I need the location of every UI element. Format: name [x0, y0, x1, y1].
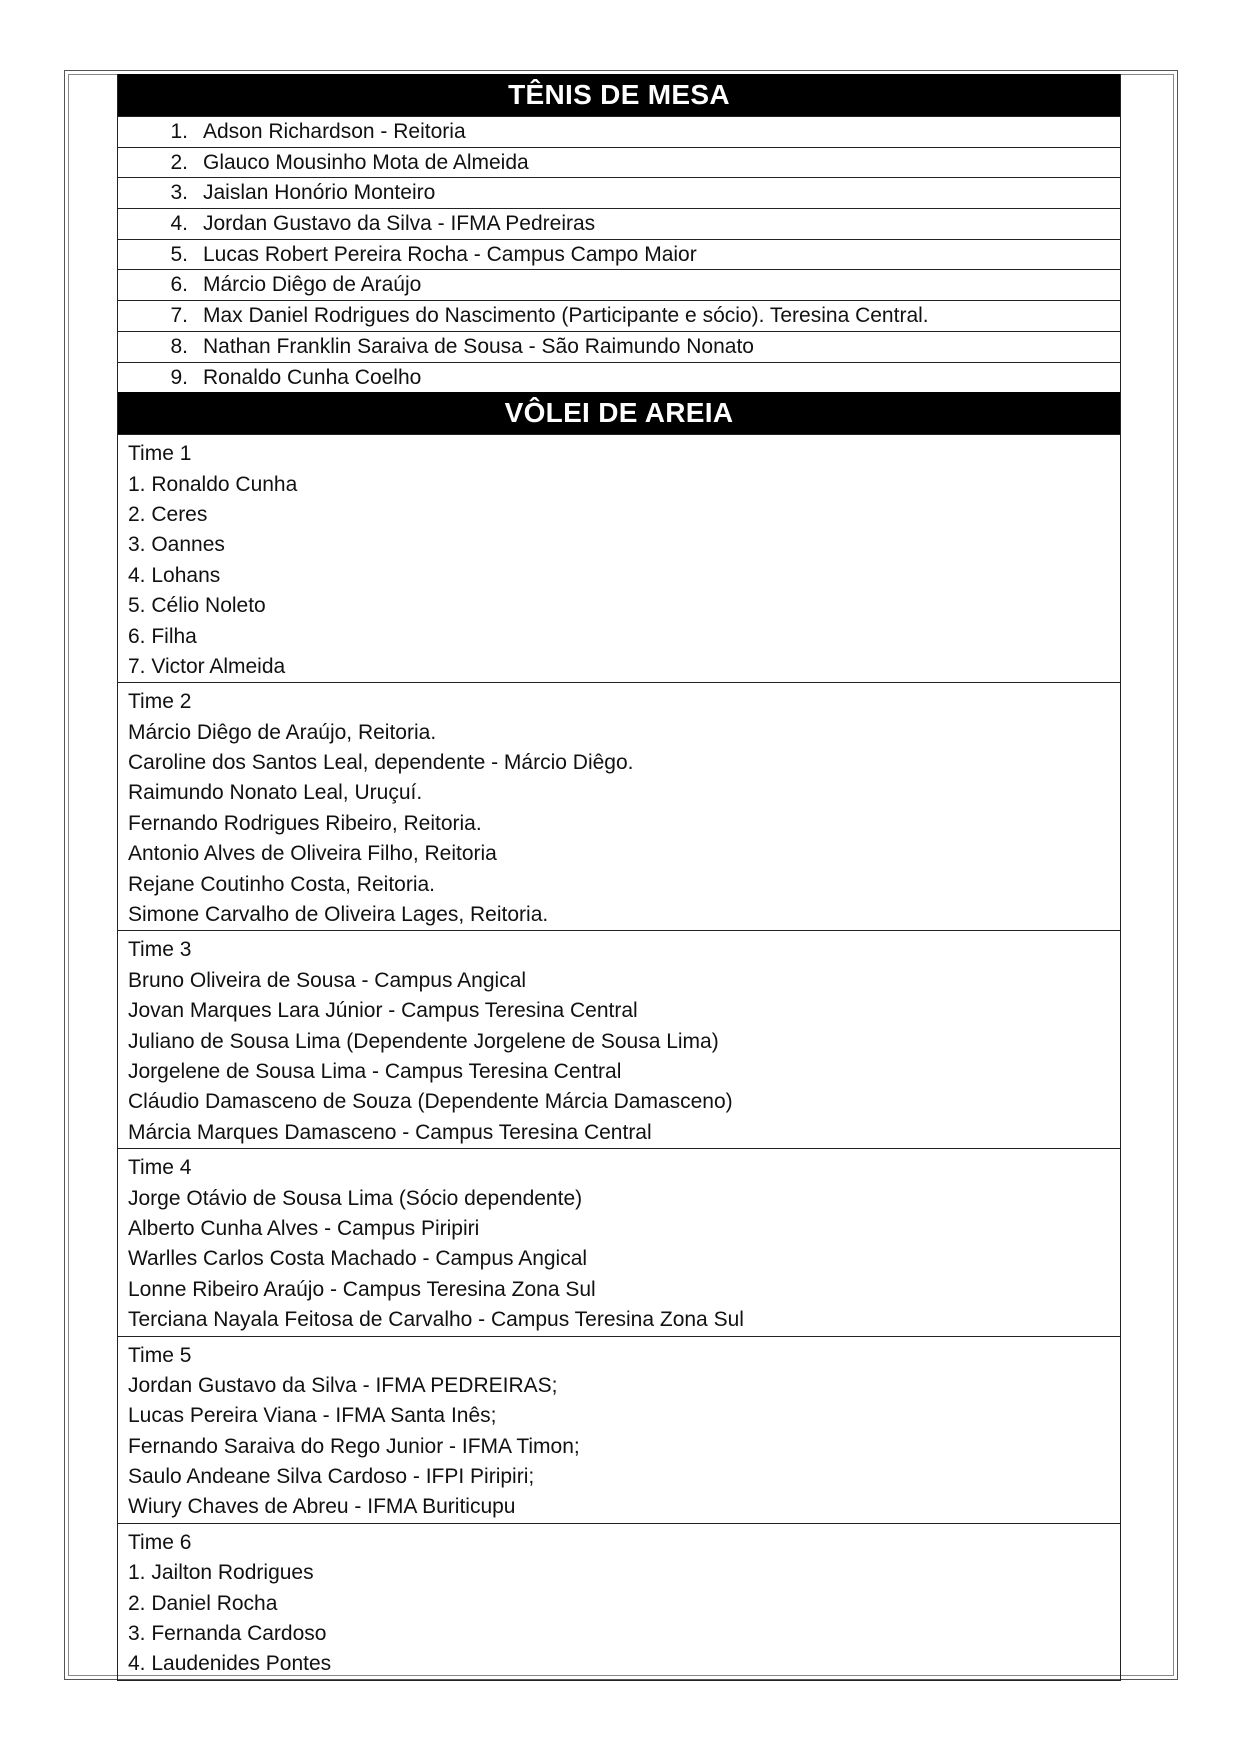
- team-member: 4. Lohans: [128, 563, 221, 587]
- team-name: Time 6: [128, 1530, 192, 1554]
- item-number: 6.: [170, 273, 188, 297]
- team-member: 4. Laudenides Pontes: [128, 1652, 332, 1676]
- team-name: Time 3: [128, 938, 192, 962]
- item-text: Jaislan Honório Monteiro: [203, 181, 436, 205]
- team-member: Juliano de Sousa Lima (Dependente Jorgelene de Sousa Lima): [128, 1029, 719, 1053]
- team-member: Bruno Oliveira de Sousa - Campus Angical: [128, 968, 527, 992]
- item-text: Jordan Gustavo da Silva - IFMA Pedreiras: [203, 212, 596, 236]
- team-member: 3. Fernanda Cardoso: [128, 1622, 327, 1646]
- list-item: [118, 147, 1120, 178]
- sports-roster-table: [117, 74, 1121, 1681]
- item-number: 9.: [170, 365, 188, 389]
- item-number: 7.: [170, 304, 188, 328]
- item-number: 2.: [170, 150, 188, 174]
- team-member: Cláudio Damasceno de Souza (Dependente Márcia Damasceno): [128, 1090, 733, 1114]
- team-name: Time 5: [128, 1343, 192, 1367]
- list-item: [118, 177, 1120, 208]
- team-block-4: [118, 1148, 1120, 1335]
- team-name: Time 4: [128, 1156, 192, 1180]
- team-member: Jordan Gustavo da Silva - IFMA PEDREIRAS;: [128, 1373, 558, 1397]
- list-item: [118, 300, 1120, 331]
- item-text: Glauco Mousinho Mota de Almeida: [203, 150, 529, 174]
- team-member: 1. Ronaldo Cunha: [128, 472, 298, 496]
- team-member: Alberto Cunha Alves - Campus Piripiri: [128, 1216, 480, 1240]
- team-member: 5. Célio Noleto: [128, 594, 266, 618]
- team-member: 6. Filha: [128, 624, 197, 648]
- list-item: [118, 331, 1120, 362]
- item-text: Nathan Franklin Saraiva de Sousa - São Raimundo Nonato: [203, 334, 754, 358]
- team-block-2: [118, 682, 1120, 930]
- team-member: Antonio Alves de Oliveira Filho, Reitoria: [128, 842, 497, 866]
- team-member: Saulo Andeane Silva Cardoso - IFPI Piripiri;: [128, 1465, 535, 1489]
- team-member: Lonne Ribeiro Araújo - Campus Teresina Zona Sul: [128, 1277, 596, 1301]
- item-number: 4.: [170, 212, 188, 236]
- team-member: 2. Ceres: [128, 502, 208, 526]
- team-member: Warlles Carlos Costa Machado - Campus Angical: [128, 1247, 588, 1271]
- team-member: Márcio Diêgo de Araújo, Reitoria.: [128, 720, 437, 744]
- item-number: 3.: [170, 181, 188, 205]
- item-text: Lucas Robert Pereira Rocha - Campus Campo Maior: [203, 242, 697, 266]
- team-member: Caroline dos Santos Leal, dependente - Márcio Diêgo.: [128, 751, 634, 775]
- team-block-3: [118, 930, 1120, 1148]
- team-member: Lucas Pereira Viana - IFMA Santa Inês;: [128, 1404, 497, 1428]
- team-member: 7. Victor Almeida: [128, 654, 286, 678]
- team-member: Simone Carvalho de Oliveira Lages, Reitoria.: [128, 903, 549, 927]
- team-member: Fernando Rodrigues Ribeiro, Reitoria.: [128, 811, 482, 835]
- list-item: [118, 208, 1120, 239]
- team-name: Time 1: [128, 442, 192, 466]
- item-text: Adson Richardson - Reitoria: [203, 120, 466, 143]
- team-member: Terciana Nayala Feitosa de Carvalho - Campus Teresina Zona Sul: [128, 1308, 744, 1332]
- item-number: 5.: [170, 242, 188, 266]
- team-member: 2. Daniel Rocha: [128, 1591, 278, 1615]
- team-member: Jovan Marques Lara Júnior - Campus Teresina Central: [128, 999, 638, 1023]
- team-name: Time 2: [128, 690, 192, 714]
- item-number: 8.: [170, 334, 188, 358]
- team-member: Raimundo Nonato Leal, Uruçuí.: [128, 781, 423, 805]
- list-item: [118, 269, 1120, 300]
- team-member: Wiury Chaves de Abreu - IFMA Buriticupu: [128, 1495, 516, 1519]
- team-member: Márcia Marques Damasceno - Campus Teresina Central: [128, 1120, 652, 1144]
- team-member: Jorgelene de Sousa Lima - Campus Teresina Central: [128, 1060, 622, 1083]
- item-text: Max Daniel Rodrigues do Nascimento (Participante e sócio). Teresina Central.: [203, 304, 929, 328]
- team-block-5: [118, 1336, 1120, 1523]
- list-item: [118, 116, 1120, 147]
- team-member: 3. Oannes: [128, 533, 225, 557]
- item-number: 1.: [170, 120, 188, 143]
- section-title-volei-de-areia: VÔLEI DE AREIA: [118, 392, 1120, 434]
- team-member: Jorge Otávio de Sousa Lima (Sócio dependente): [128, 1186, 583, 1210]
- list-item: [118, 362, 1120, 393]
- team-member: Rejane Coutinho Costa, Reitoria.: [128, 872, 436, 896]
- team-member: 1. Jailton Rodrigues: [128, 1561, 314, 1585]
- item-text: Márcio Diêgo de Araújo: [203, 273, 422, 297]
- team-block-6: [118, 1523, 1120, 1680]
- team-block-1: [118, 434, 1120, 682]
- team-member: Fernando Saraiva do Rego Junior - IFMA Timon;: [128, 1434, 580, 1458]
- section-title-tenis-de-mesa: TÊNIS DE MESA: [118, 74, 1120, 116]
- list-item: [118, 239, 1120, 270]
- item-text: Ronaldo Cunha Coelho: [203, 365, 422, 389]
